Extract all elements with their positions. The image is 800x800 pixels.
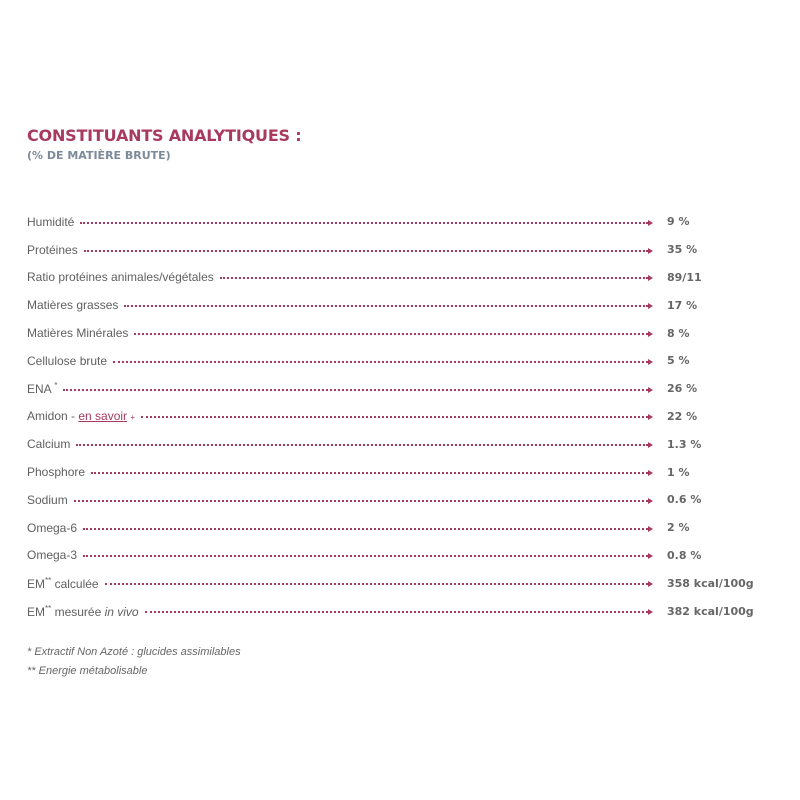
row-value: 1.3 %: [667, 437, 702, 451]
arrow-right-icon: [648, 359, 653, 365]
row-label: Protéines: [27, 242, 78, 257]
row-value: 358 kcal/100g: [667, 576, 754, 590]
row-value: 1 %: [667, 465, 690, 479]
table-row: [27, 208, 767, 236]
dotted-leader: [124, 305, 648, 307]
section-subtitle: (% DE MATIÈRE BRUTE): [27, 149, 171, 162]
row-label: Calcium: [27, 437, 71, 452]
dotted-leader: [220, 277, 648, 279]
dotted-leader: [134, 333, 648, 335]
row-label: Ratio protéines animales/végétales: [27, 270, 214, 285]
dotted-leader: [84, 250, 648, 252]
row-label: Cellulose brute: [27, 353, 108, 368]
row-value: 0.8 %: [667, 548, 702, 562]
row-label: Omega-6: [27, 520, 78, 535]
table-row: [27, 486, 767, 514]
row-value: 35 %: [667, 243, 698, 257]
arrow-right-icon: [648, 275, 653, 281]
table-row: [27, 458, 767, 486]
arrow-right-icon: [648, 609, 653, 615]
footnote: ** Energie métabolisable: [27, 665, 148, 677]
table-row: [27, 542, 767, 570]
footnote-marker: **: [45, 603, 52, 613]
row-label: EM** mesurée in vivo: [27, 603, 139, 619]
row-label: Phosphore: [27, 465, 86, 480]
row-label: Matières grasses: [27, 298, 119, 313]
row-value: 382 kcal/100g: [667, 604, 754, 618]
arrow-right-icon: [648, 581, 653, 587]
row-value: 89/11: [667, 270, 702, 284]
analysis-table: [27, 208, 767, 625]
arrow-right-icon: [648, 331, 653, 337]
table-row: [27, 514, 767, 542]
arrow-right-icon: [648, 387, 653, 393]
row-label: Humidité: [27, 214, 75, 229]
plus-icon[interactable]: +: [130, 413, 136, 423]
dotted-leader: [141, 416, 648, 418]
dotted-leader: [63, 389, 648, 391]
arrow-right-icon: [648, 442, 653, 448]
arrow-right-icon: [648, 248, 653, 254]
row-value: 22 %: [667, 409, 698, 423]
dotted-leader: [145, 611, 648, 613]
dotted-leader: [83, 528, 648, 530]
dotted-leader: [74, 500, 648, 502]
footnote-marker: *: [54, 381, 58, 391]
dotted-leader: [76, 444, 648, 446]
arrow-right-icon: [648, 526, 653, 532]
table-row: [27, 569, 767, 597]
row-label: EM** calculée: [27, 575, 99, 591]
footnote-marker: **: [45, 575, 52, 585]
table-row: [27, 264, 767, 292]
table-row: [27, 430, 767, 458]
row-label: Omega-3: [27, 548, 78, 563]
dotted-leader: [105, 583, 648, 585]
dotted-leader: [91, 472, 648, 474]
footnotes: [27, 643, 241, 681]
section-header: [27, 126, 301, 162]
row-value: 8 %: [667, 326, 690, 340]
table-row: [27, 403, 767, 431]
footnote: * Extractif Non Azoté : glucides assimilables: [27, 646, 241, 658]
table-row: [27, 291, 767, 319]
table-row: [27, 347, 767, 375]
table-row: [27, 597, 767, 625]
arrow-right-icon: [648, 220, 653, 226]
learn-more-link[interactable]: en savoir: [78, 409, 128, 424]
arrow-right-icon: [648, 498, 653, 504]
table-row: [27, 375, 767, 403]
row-value: 2 %: [667, 521, 690, 535]
arrow-right-icon: [648, 470, 653, 476]
table-row: [27, 236, 767, 264]
dotted-leader: [113, 361, 648, 363]
row-label: Sodium: [27, 492, 68, 507]
row-value: 17 %: [667, 298, 698, 312]
row-value: 0.6 %: [667, 493, 702, 507]
dotted-leader: [80, 222, 648, 224]
section-title: CONSTITUANTS ANALYTIQUES :: [27, 126, 302, 145]
arrow-right-icon: [648, 303, 653, 309]
arrow-right-icon: [648, 414, 653, 420]
arrow-right-icon: [648, 553, 653, 559]
row-value: 9 %: [667, 215, 690, 229]
dotted-leader: [83, 555, 648, 557]
row-value: 5 %: [667, 354, 690, 368]
row-label: Matières Minérales: [27, 326, 129, 341]
row-value: 26 %: [667, 382, 698, 396]
table-row: [27, 319, 767, 347]
row-label: Amidon - en savoir +: [27, 409, 136, 424]
row-label: ENA *: [27, 381, 58, 397]
